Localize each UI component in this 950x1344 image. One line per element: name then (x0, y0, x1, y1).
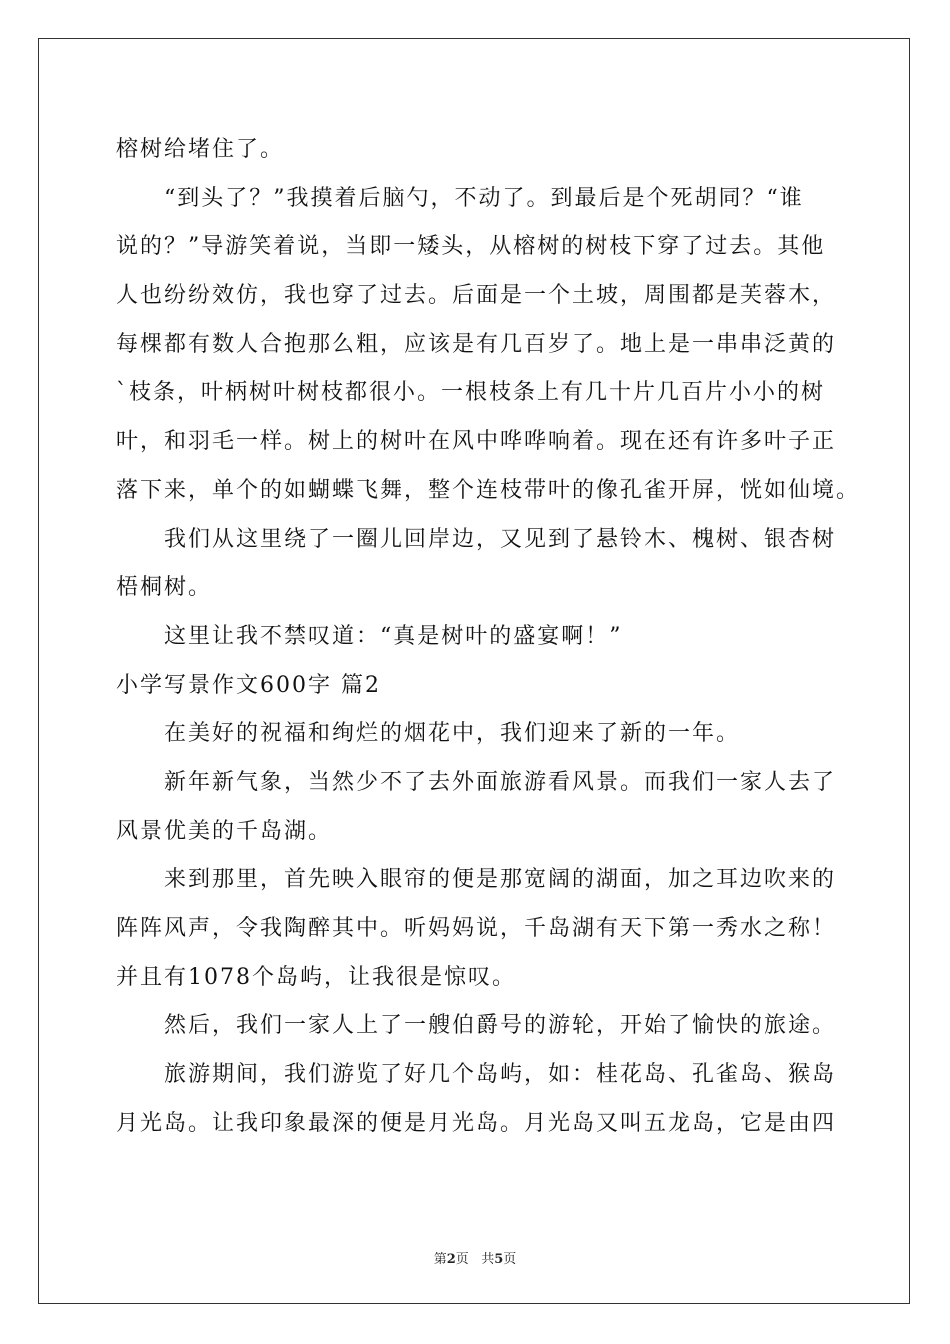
text-line: 在美好的祝福和绚烂的烟花中，我们迎来了新的一年。 (164, 721, 741, 747)
text-line: 然后，我们一家人上了一艘伯爵号的游轮，开始了愉快的旅途。 (164, 1013, 837, 1039)
text-line: 月光岛。让我印象最深的便是月光岛。月光岛又叫五龙岛，它是由四 (116, 1110, 837, 1136)
text-line: 梧桐树。 (116, 575, 213, 601)
page-footer (0, 1248, 950, 1267)
total-pages: 5 (494, 1252, 504, 1267)
page-number: 2 (446, 1252, 456, 1267)
text-line: 人也纷纷效仿，我也穿了过去。后面是一个土坡，周围都是芙蓉木， (116, 283, 837, 309)
text-line: 我们从这里绕了一圈儿回岸边，又见到了悬铃木、槐树、银杏树 (164, 526, 837, 552)
text-line: “到头了？”我摸着后脑勺，不动了。到最后是个死胡同？“谁 (164, 185, 804, 211)
text-line: `枝条，叶柄树叶树枝都很小。一根枝条上有几十片几百片小小的树 (116, 380, 826, 406)
total-prefix: 共 (481, 1252, 495, 1267)
total-suffix: 页 (503, 1252, 517, 1267)
text-line: 旅游期间，我们游览了好几个岛屿，如：桂花岛、孔雀岛、猴岛 (164, 1062, 837, 1088)
text-line: 榕树给堵住了。 (116, 137, 285, 162)
page-prefix: 第 (433, 1252, 447, 1267)
text-line: 叶，和羽毛一样。树上的树叶在风中哗哗响着。现在还有许多叶子正 (116, 429, 837, 455)
section-heading: 小学写景作文600字 篇2 (116, 672, 381, 698)
text-line: 落下来，单个的如蝴蝶飞舞，整个连枝带叶的像孔雀开屏，恍如仙境。 (116, 477, 861, 503)
text-line: 并且有1078个岛屿，让我很是惊叹。 (116, 964, 516, 990)
document-body (116, 126, 861, 1148)
text-line: 每棵都有数人合抱那么粗，应该是有几百岁了。地上是一串串泛黄的 (116, 331, 837, 357)
text-line: 说的？”导游笑着说，当即一矮头，从榕树的树枝下穿了过去。其他 (116, 234, 826, 260)
text-line: 阵阵风声，令我陶醉其中。听妈妈说，千岛湖有天下第一秀水之称！ (116, 916, 837, 941)
text-line: 风景优美的千岛湖。 (116, 818, 333, 844)
text-line: 来到那里，首先映入眼帘的便是那宽阔的湖面，加之耳边吹来的 (164, 867, 837, 893)
page-suffix: 页 (455, 1252, 469, 1267)
text-line: 新年新气象，当然少不了去外面旅游看风景。而我们一家人去了 (164, 769, 837, 795)
text-line: 这里让我不禁叹道：“真是树叶的盛宴啊！” (164, 623, 623, 649)
